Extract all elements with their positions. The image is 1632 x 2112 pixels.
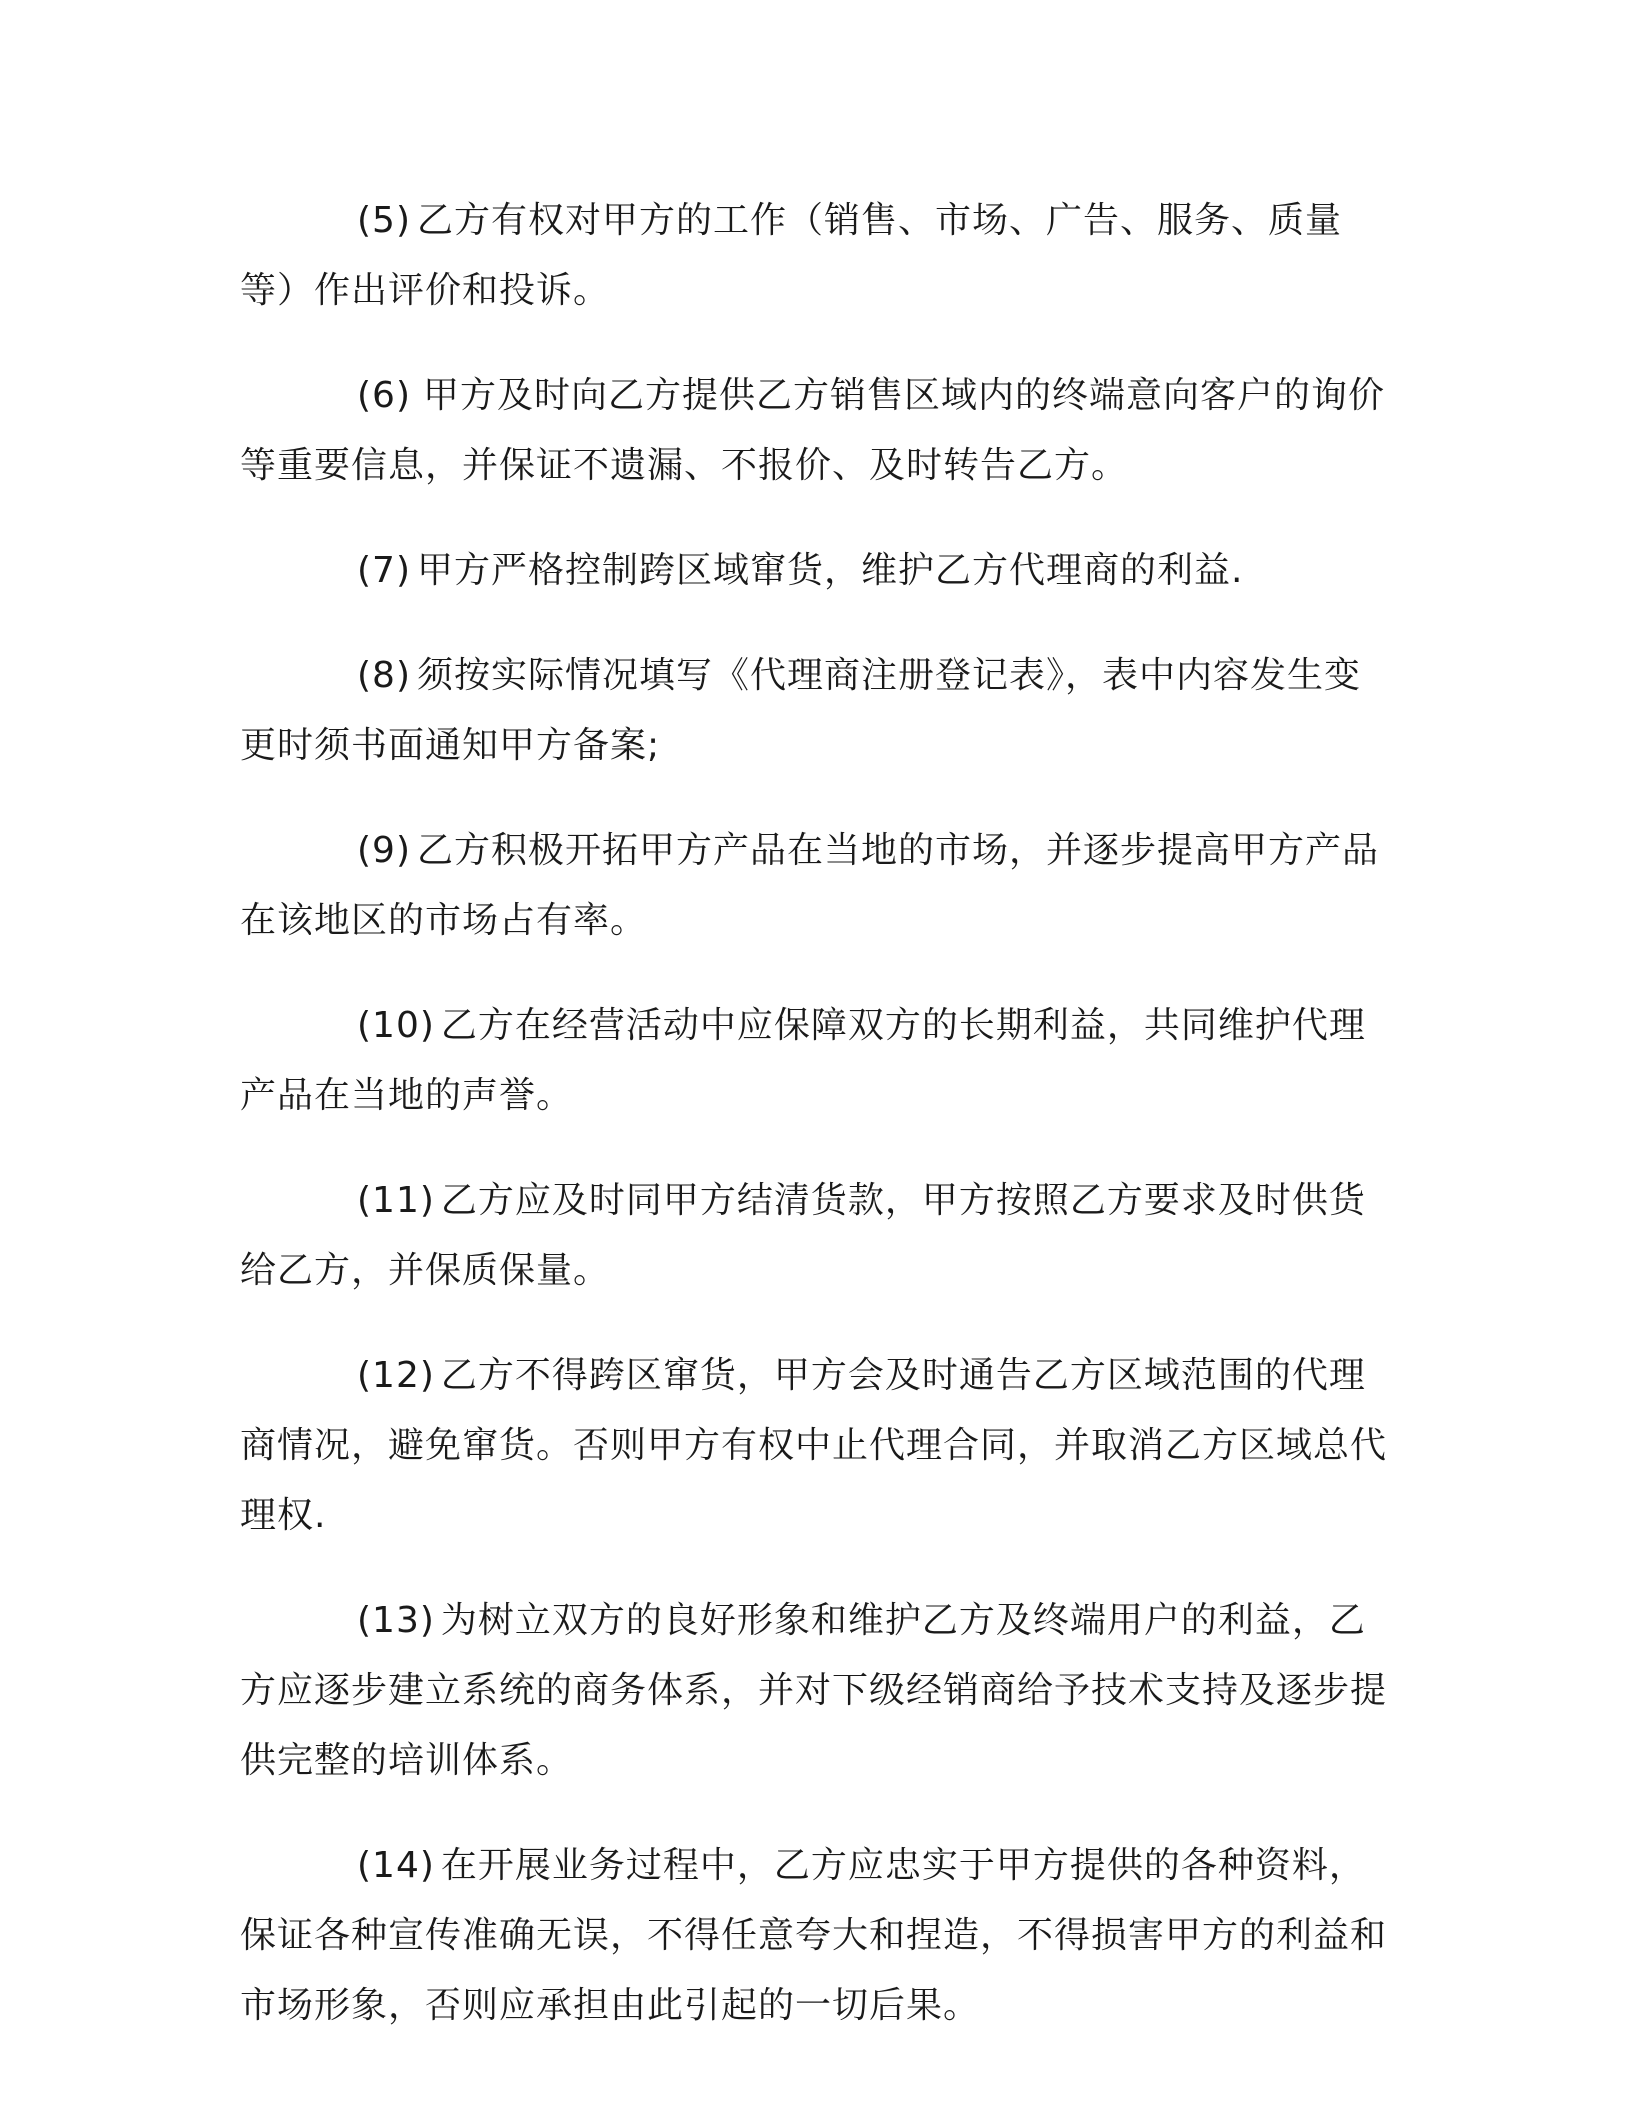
clause-text: 乙方积极开拓甲方产品在当地的市场，并逐步提高甲方产品在该地区的市场占有率。: [240, 830, 1380, 941]
clause-number: (6): [357, 375, 411, 416]
clause-text: 在开展业务过程中，乙方应忠实于甲方提供的各种资料，保证各种宣传准确无误，不得任意夸大和捏造，不得损害甲方的利益和市场形象，否则应承担由此引起的一切后果。: [240, 1845, 1388, 2026]
clause-5: [240, 186, 1390, 326]
clause-number: (10): [357, 1005, 435, 1046]
clause-10: [240, 991, 1390, 1131]
clause-number: (9): [357, 830, 411, 871]
clause-8: [240, 641, 1390, 781]
clause-14: [240, 1831, 1390, 2041]
clause-number: (12): [357, 1355, 435, 1396]
clause-text: 乙方有权对甲方的工作（销售、市场、广告、服务、质量等）作出评价和投诉。: [240, 200, 1343, 311]
clause-text: 须按实际情况填写《代理商注册登记表》，表中内容发生变更时须书面通知甲方备案;: [240, 655, 1362, 766]
clause-number: (11): [357, 1180, 435, 1221]
clause-number: (14): [357, 1845, 435, 1886]
clause-text: 乙方不得跨区窜货，甲方会及时通告乙方区域范围的代理商情况，避免窜货。否则甲方有权中止代理合同，并取消乙方区域总代理权.: [240, 1355, 1388, 1536]
clause-number: (13): [357, 1600, 435, 1641]
clause-7: [240, 536, 1390, 606]
clause-12: [240, 1341, 1390, 1551]
clause-13: [240, 1586, 1390, 1796]
clause-number: (5): [357, 200, 411, 241]
clause-9: [240, 816, 1390, 956]
clause-text: 甲方严格控制跨区域窜货，维护乙方代理商的利益.: [417, 550, 1244, 591]
clause-text: 乙方在经营活动中应保障双方的长期利益，共同维护代理产品在当地的声誉。: [240, 1005, 1366, 1116]
clause-text: 为树立双方的良好形象和维护乙方及终端用户的利益，乙方应逐步建立系统的商务体系，并对下级经销商给予技术支持及逐步提供完整的培训体系。: [240, 1600, 1388, 1781]
clause-number: (7): [357, 550, 411, 591]
clause-11: [240, 1166, 1390, 1306]
clause-number: (8): [357, 655, 411, 696]
clause-6: [240, 361, 1390, 501]
clause-text: 甲方及时向乙方提供乙方销售区域内的终端意向客户的询价等重要信息，并保证不遗漏、不报价、及时转告乙方。: [240, 375, 1386, 486]
clause-text: 乙方应及时同甲方结清货款，甲方按照乙方要求及时供货给乙方，并保质保量。: [240, 1180, 1366, 1291]
clause-list: [240, 186, 1390, 2076]
